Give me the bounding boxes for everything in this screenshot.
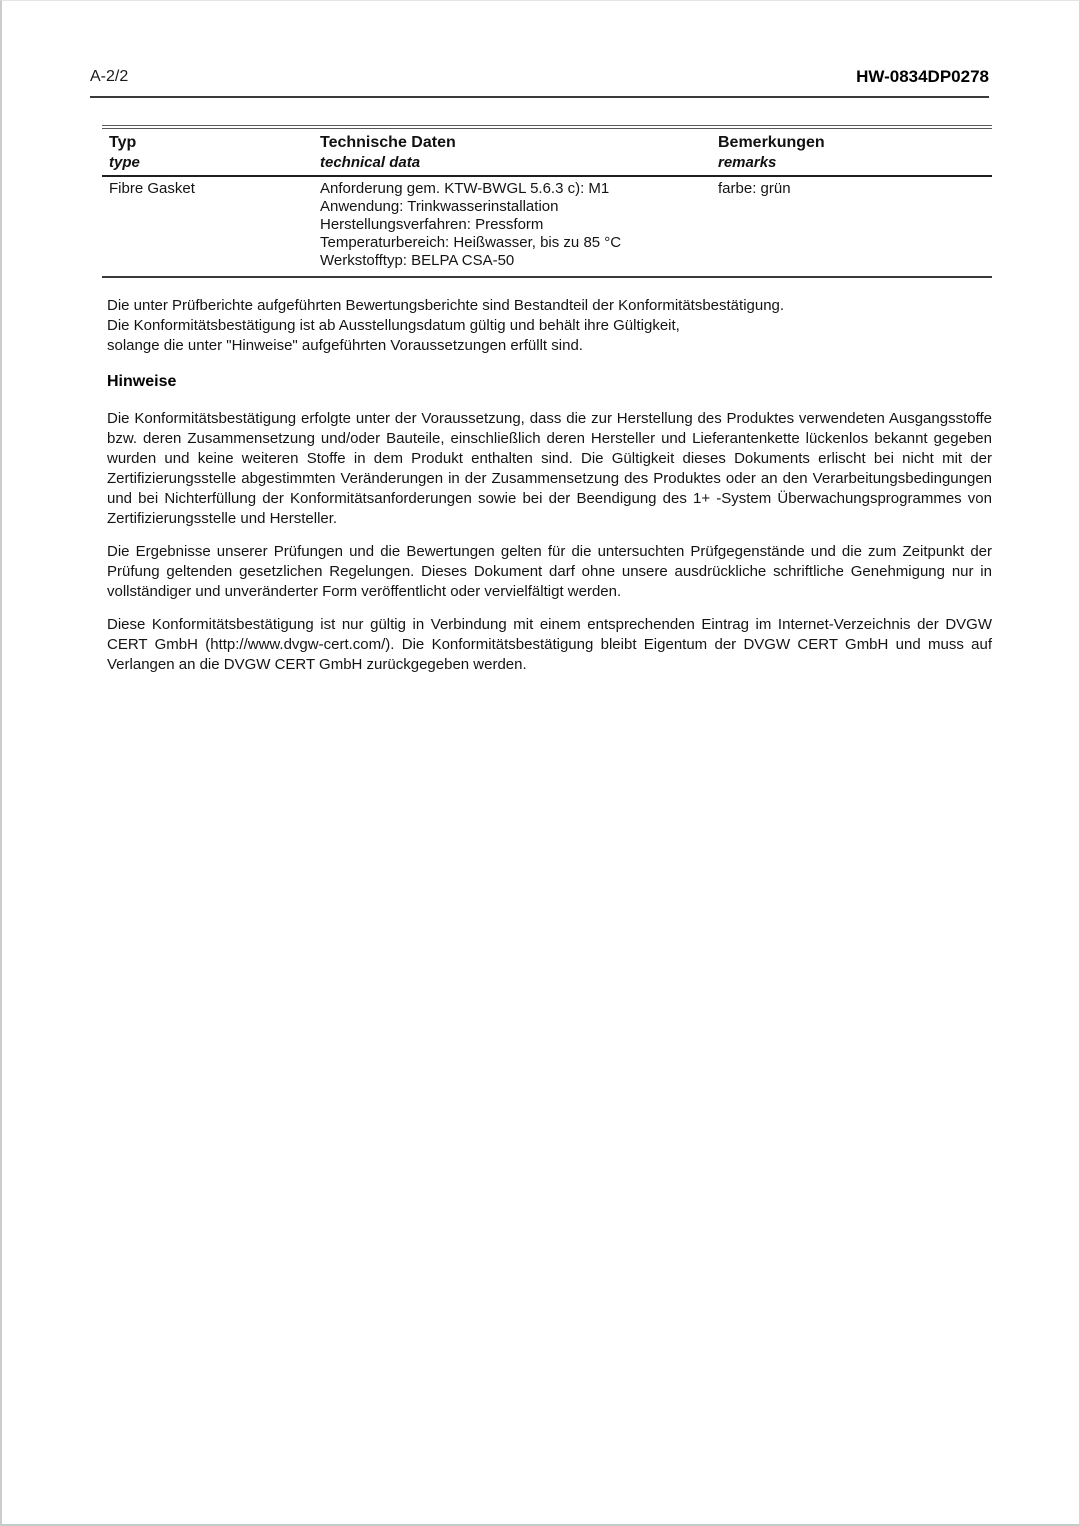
technical-data-line: Anforderung gem. KTW-BWGL 5.6.3 c): M1 <box>320 180 610 197</box>
notes-heading: Hinweise <box>107 373 177 390</box>
spec-table <box>102 125 992 278</box>
validity-line: solange die unter "Hinweise" aufgeführten Voraussetzungen erfüllt sind. <box>107 337 583 354</box>
notes-paragraph: Die Ergebnisse unserer Prüfungen und die Bewertungen gelten für die untersuchten Prüfgegenstände und die zum Zeitpunkt der Prüfung geltenden gesetzlichen Regelungen. Dieses Dokument darf ohne unsere ausdrückliche schriftliche Genehmigung nur in vollständiger und unveränderter Form veröffentlicht oder vervielfältigt werden. <box>107 543 992 600</box>
notes-paragraph: Die Konformitätsbestätigung erfolgte unter der Voraussetzung, dass die zur Herstellung des Produktes verwendeten Ausgangsstoffe bzw. deren Zusammensetzung und/oder Bauteile, einschließlich deren Hersteller und Lieferantenkette lückenlos bekannt gegeben wurden und keine weiteren Stoffe in dem Produkt enthalten sind. Die Gültigkeit dieses Dokuments erlischt bei nicht mit der Zertifizierungsstelle abgestimmten Veränderungen in der Zusammensetzung des Produktes oder an den Verarbeitungsbedingungen und bei Nichterfüllung der Konformitätsanforderungen sowie bei der Beendigung des 1+ -System Überwachungsprogrammes von Zertifizierungsstelle und Hersteller. <box>107 410 992 527</box>
validity-statement <box>107 296 992 356</box>
technical-data-line: Herstellungsverfahren: Pressform <box>320 216 544 233</box>
column-header-technische-daten-en: technical data <box>320 154 421 171</box>
validity-line: Die Konformitätsbestätigung ist ab Ausstellungsdatum gültig und behält ihre Gültigkeit, <box>107 317 680 334</box>
technical-data-line: Temperaturbereich: Heißwasser, bis zu 85 °C <box>320 234 622 251</box>
column-header-typ-en: type <box>109 154 140 171</box>
column-header-technische-daten <box>320 133 718 172</box>
column-header-technische-daten-de: Technische Daten <box>320 134 456 151</box>
table-header-row <box>102 129 992 177</box>
column-header-typ <box>102 133 320 172</box>
cell-technical-data <box>320 180 718 270</box>
document-number: HW-0834DP0278 <box>856 67 989 86</box>
cell-type: Fibre Gasket <box>109 180 195 197</box>
page-number-label: A-2/2 <box>90 68 129 85</box>
column-header-bemerkungen-de: Bemerkungen <box>718 134 825 151</box>
column-header-typ-de: Typ <box>109 134 137 151</box>
table-row <box>102 177 992 278</box>
column-header-bemerkungen-en: remarks <box>718 154 777 171</box>
technical-data-line: Werkstofftyp: BELPA CSA-50 <box>320 252 515 269</box>
column-header-bemerkungen <box>718 133 992 172</box>
technical-data-line: Anwendung: Trinkwasserinstallation <box>320 198 559 215</box>
notes-paragraph: Diese Konformitätsbestätigung ist nur gültig in Verbindung mit einem entsprechenden Eintrag im Internet-Verzeichnis der DVGW CERT GmbH (http://www.dvgw-cert.com/). Die Konformitätsbestätigung bleibt Eigentum der DVGW CERT GmbH und muss auf Verlangen an die DVGW CERT GmbH zurückgegeben werden. <box>107 616 992 673</box>
notes-section <box>107 409 992 675</box>
cell-remarks: farbe: grün <box>718 180 791 197</box>
validity-line: Die unter Prüfberichte aufgeführten Bewertungsberichte sind Bestandteil der Konformitätsbestätigung. <box>107 297 785 314</box>
document-header <box>90 67 989 98</box>
